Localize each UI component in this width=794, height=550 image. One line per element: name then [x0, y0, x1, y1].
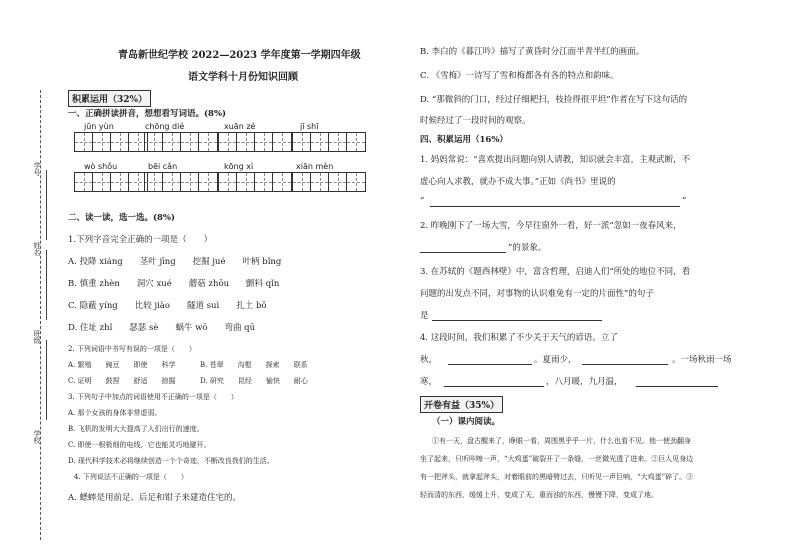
pinyin-4: jī shī [300, 122, 319, 131]
writing-grid[interactable] [292, 172, 366, 192]
q4-3-line3: 是 [420, 311, 429, 321]
q2-1-option-d: D. 住址 zhǐ 瑟瑟 sè 蜗牛 wō 弯曲 qū [68, 323, 256, 333]
q1-heading: 一、正确拼读拼音，想想看写词语。(8%) [68, 109, 227, 119]
answer-blank[interactable] [432, 320, 602, 321]
q2-2-option-c: C. 证明 鼓捏 舒适 掠掘 [68, 377, 176, 385]
q4-4-autumn: 秋， [420, 355, 438, 365]
q2-4-option-a: A. 蟋蟀是用前足、后足和钳子来建造住宅的。 [68, 493, 242, 503]
q2-heading: 二、读一读，选一选。(8%) [68, 213, 176, 223]
pinyin-6: bēi cǎn [148, 162, 178, 171]
binding-line [40, 90, 41, 540]
pinyin-2: chōng dié [145, 122, 185, 131]
q2-1-option-c: C. 隐蔽 yíng 比较 jiào 隧道 suì 扎土 bō [68, 301, 267, 311]
q2-3-stem: 3. 下列句子中加点的词语使用不正确的一项是（ ） [68, 393, 238, 401]
margin-field-line [46, 170, 47, 240]
answer-blank[interactable] [430, 206, 680, 207]
margin-name: 姓名 [33, 242, 41, 256]
q4-3-line1: 3. 在苏轼的《题西林壁》中，富含哲理，启迪人们“所处的地位不同，看 [420, 267, 691, 277]
writing-grid[interactable] [292, 132, 366, 152]
q4-2-line1: 2. 昨晚刚下了一场大雪，今早往窗外一看，好一派“忽如一夜春风来， [420, 221, 682, 231]
margin-field-line [46, 250, 47, 320]
section-4-heading: 四、积累运用（16%） [420, 135, 508, 145]
reading-line-1: ①有一天，盘古醒来了，睁眼一看，周围黑乎乎一片，什么也看不见。他一使劲翻身 [432, 437, 691, 445]
reading-line-4: 轻而清的东西，缓缓上升，变成了天，重而浊的东西，慢慢下降，变成了地。 [420, 491, 658, 499]
writing-grid[interactable] [144, 172, 218, 192]
writing-grid[interactable] [74, 172, 148, 192]
q-option-d-line2: 时候经过了一段时间的观察。 [420, 116, 531, 126]
margin-field-line [46, 340, 47, 420]
pinyin-5: wò shǒu [84, 162, 118, 171]
q2-1-stem: 1.下列字音完全正确的一项是（ ） [68, 235, 213, 245]
q2-2-option-a: A. 繁殖 豌豆 即使 科学 [68, 361, 176, 369]
q4-3-line2: 问题的出发点不同，对事物的认识难免有一定的片面性”的句子 [420, 289, 654, 299]
answer-blank[interactable] [444, 386, 544, 387]
q4-4-cold: 寒， [420, 377, 438, 387]
q4-1-line2: 虚心向人求教，就办不成大事。”正如《尚书》里说的 [420, 177, 616, 187]
q-option-c: C. 《雪梅》一诗写了雪和梅都各有各的特点和韵味。 [420, 71, 619, 81]
margin-student-no: 学号 [33, 162, 41, 176]
q-option-b: B. 李白的《暮江吟》描写了黄昏时分江面半青半红的画面。 [420, 47, 645, 57]
q2-2-option-d: D. 研究 昆经 愉快 耐心 [200, 377, 308, 385]
q4-1-line1: 1. 妈妈常说：“喜欢提出问题向别人请教，知识就会丰富，主观武断，不 [420, 155, 691, 165]
q2-2-option-b: B. 苍翠 沟壑 探索 联系 [200, 361, 308, 369]
answer-blank[interactable] [420, 252, 506, 253]
q2-1-option-a: A. 投降 xiáng 茎叶 jīng 挖掘 jué 叶柄 bǐng [68, 257, 282, 267]
q2-3-option-b: B. 飞机的发明大大提高了人们出行的速度。 [68, 425, 204, 433]
q4-4-summer-rain: 。夏雨少， [534, 355, 577, 365]
margin-class: 班级 [33, 330, 41, 344]
q4-4-months: ，八月暖，九月温， [546, 377, 623, 387]
writing-grid[interactable] [144, 132, 218, 152]
q-option-d-line1: D. “那微斜的门口，经过仔细耙扫，枝捡得很平坦”作者在写下这句话的 [420, 95, 688, 105]
margin-school: 学校 [33, 430, 41, 444]
q2-4-stem: 4. 下列说法不正确的一项是（ ） [74, 473, 188, 481]
pinyin-3: xuān zé [224, 122, 256, 131]
q4-4-line1: 4. 这段时间，我们积累了不少关于天气的谚语。立了 [420, 333, 618, 343]
exam-subtitle: 语文学科十月份知识回顾 [188, 72, 298, 83]
q2-2-stem: 2. 下列词语中书写有误的一项是（ ） [68, 345, 196, 353]
writing-grid[interactable] [74, 132, 148, 152]
section-accumulation: 积累运用（32%） [68, 90, 151, 107]
pinyin-8: xiān mèn [296, 162, 334, 171]
q4-4-autumn-rain: 。一场秋雨一场 [672, 355, 732, 365]
q2-1-option-b: B. 慎重 zhèn 洞穴 xué 蘑菇 zhōu 颤料 qǐn [68, 279, 280, 289]
q2-3-option-a: A. 那个女孩的身体非常虚弱。 [68, 409, 162, 417]
pinyin-7: kōng xì [224, 162, 254, 171]
answer-blank[interactable] [636, 386, 718, 387]
q4-2-line2: ”的景象。 [508, 243, 547, 253]
answer-blank[interactable] [448, 364, 532, 365]
exam-title: 青岛新世纪学校 2022—2023 学年度第一学期四年级 [118, 50, 361, 61]
reading-line-2: 坐了起来，只听咔嚓一声，“大鸡蛋”破裂开了一条缝，一丝微光透了进来。②巨人见身边 [420, 455, 694, 463]
q4-1-quote-open: “ [420, 196, 425, 206]
answer-blank[interactable] [582, 364, 668, 365]
section-reading: 开卷有益（35%） [420, 396, 503, 413]
pinyin-1: jūn yùn [84, 122, 114, 131]
q2-3-option-d: D. 现代科学技术必将继续创造一个个奇迹，不断改良我们的生活。 [68, 457, 274, 465]
writing-grid[interactable] [218, 132, 292, 152]
reading-line-3: 有一把斧头，就拿起斧头，对着眼前的黑暗劈过去，只听见一声巨响，“大鸡蛋”碎了。③ [420, 473, 694, 481]
reading-heading: （一）课内阅读。 [432, 417, 501, 427]
q2-3-option-c: C. 即使一根极细的电线，它也能灵巧地避开。 [68, 441, 211, 449]
q4-1-quote-close: ” [682, 196, 687, 206]
writing-grid[interactable] [218, 172, 292, 192]
